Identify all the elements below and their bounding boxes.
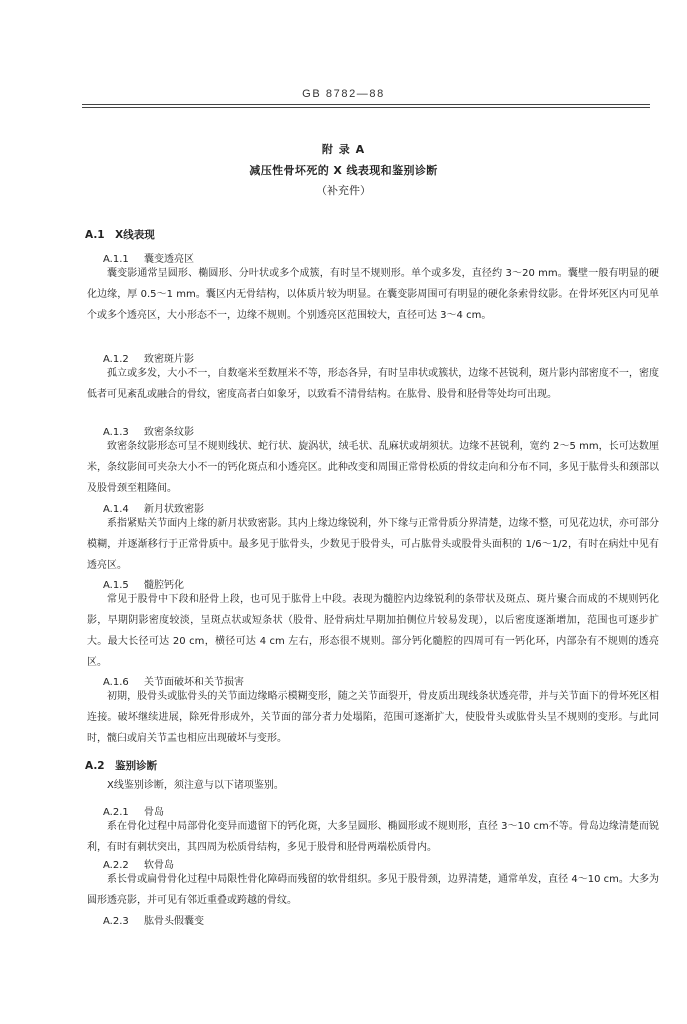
paragraph-a1-1: 囊变影通常呈圆形、椭圆形、分叶状或多个成簇，有时呈不规则形。单个或多发，直径约 3～20 mm。囊壁一般有明显的硬化边缘，厚 0.5～1 mm。囊区内无骨结构，以体质片较为明显。在囊变影周围可有明显的硬化条索骨纹影。在骨坏死区内可见单个或多个透亮区，大小形态不一，边缘不规则。个别透亮区范围较大，直径可达 3～4 cm。 [87,268,659,321]
subsection-title: 骨岛 [144,807,164,818]
standard-header: GB 8782—88 [302,88,385,100]
subsection-number: A.2.1 [103,807,129,818]
paragraph-a2-1: 系在骨化过程中局部骨化变异而遗留下的钙化斑，大多呈圆形、椭圆形或不规则形，直径 3～10 cm不等。骨岛边缘清楚而锐利，有时有刺状突出，其四周为松质骨结构，多见于股骨和胫骨两端松质骨内。 [87,821,659,853]
paragraph-a2-2: 系长骨或扁骨骨化过程中局限性骨化障碍而残留的软骨组织。多见于股骨颈，边界清楚，通常单发，直径 4～10 cm。大多为圆形透亮影，并可见有邻近重叠或跨越的骨纹。 [87,874,659,906]
section-a2-heading: A.2 鉴别诊断 [85,760,158,772]
paragraph-a1-3: 致密条纹影形态可呈不规则线状、蛇行状、旋涡状，绒毛状、乱麻状或胡须状。边缘不甚锐利，宽约 2～5 mm，长可达数厘米，条纹影间可夹杂大小不一的钙化斑点和小透亮区。此种改变和周围正常骨松质的骨纹走向和分布不同，多见于肱骨头和颈部以及股骨颈至粗隆间。 [87,441,659,494]
paragraph-a1-4: 系指紧贴关节面内上缘的新月状致密影。其内上缘边缘锐利，外下缘与正常骨质分界清楚，边缘不整，可见花边状，亦可部分模糊，并逐渐移行于正常骨质中。最多见于肱骨头，少数见于股骨头，可占肱骨头或股骨头面积的 1/6～1/2，有时在病灶中见有透亮区。 [87,518,659,571]
subsection-number: A.1.1 [103,254,129,265]
subsection-number: A.1.2 [103,354,129,365]
subsection-number: A.2.3 [103,916,129,927]
subsection-title: 软骨岛 [144,860,174,871]
paragraph-a1-2: 孤立或多发，大小不一，自数毫米至数厘米不等，形态各异，有时呈串状或簇状，边缘不甚锐利，斑片影内部密度不一，密度低者可见紊乱或融合的骨纹，密度高者白如象牙，以致看不清骨结构。在肱骨、股骨和胫骨等处均可出现。 [87,368,659,400]
document-subtitle: （补充件） [316,184,371,197]
paragraph-a1-6: 初期，股骨头或肱骨头的关节面边缘略示模糊变形，随之关节面裂开，骨皮质出现线条状透亮带，并与关节面下的骨坏死区相连接。破坏继续进展，除死骨形成外，关节面的部分者力处塌陷，范围可逐渐扩大，使股骨头或肱骨头呈不规则的变形。与此同时，髋臼或肩关节盂也相应出现破坏与变形。 [87,691,659,744]
subsection-title: 关节面破坏和关节损害 [144,677,244,688]
subsection-a1-6-heading [103,673,244,688]
subsection-a2-3-heading [103,912,204,927]
paragraph-a2-intro: X线鉴别诊断，须注意与以下诸项鉴别。 [107,780,284,791]
section-a1-heading: A.1 X线表现 [85,229,155,241]
subsection-a1-5-heading [103,576,184,591]
subsection-title: 新月状致密影 [144,504,204,515]
subsection-title: 髓腔钙化 [144,580,184,591]
appendix-label: 附 录 A [321,143,366,156]
subsection-number: A.1.5 [103,580,129,591]
subsection-title: 致密斑片影 [144,354,194,365]
subsection-number: A.1.4 [103,504,129,515]
subsection-number: A.2.2 [103,860,129,871]
subsection-title: 囊变透亮区 [144,254,194,265]
subsection-a1-4-heading [103,500,204,515]
subsection-title: 肱骨头假囊变 [144,916,204,927]
subsection-a2-2-heading [103,856,174,871]
paragraph-a1-5: 常见于股骨中下段和胫骨上段，也可见于肱骨上中段。表现为髓腔内边缘锐利的条带状及斑点、斑片聚合而成的不规则钙化影，早期阴影密度较淡，呈斑点状或短条状（股骨、胫骨病灶早期加拍侧位片较易发现），以后密度逐渐增加，范围也可逐步扩大。最大长径可达 20 cm，横径可达 4 cm 左右，形态很不规则。部分钙化髓腔的四周可有一钙化环，内部杂有不规则的透亮区。 [87,594,659,668]
header-rule-bottom [82,107,650,108]
subsection-number: A.1.6 [103,677,129,688]
subsection-a1-2-heading [103,350,194,365]
subsection-number: A.1.3 [103,427,129,438]
subsection-title: 致密条纹影 [144,427,194,438]
header-rule-top [82,104,650,105]
subsection-a1-3-heading [103,423,194,438]
subsection-a1-1-heading [103,250,194,265]
document-title: 减压性骨坏死的 X 线表现和鉴别诊断 [249,164,438,177]
subsection-a2-1-heading [103,803,164,818]
